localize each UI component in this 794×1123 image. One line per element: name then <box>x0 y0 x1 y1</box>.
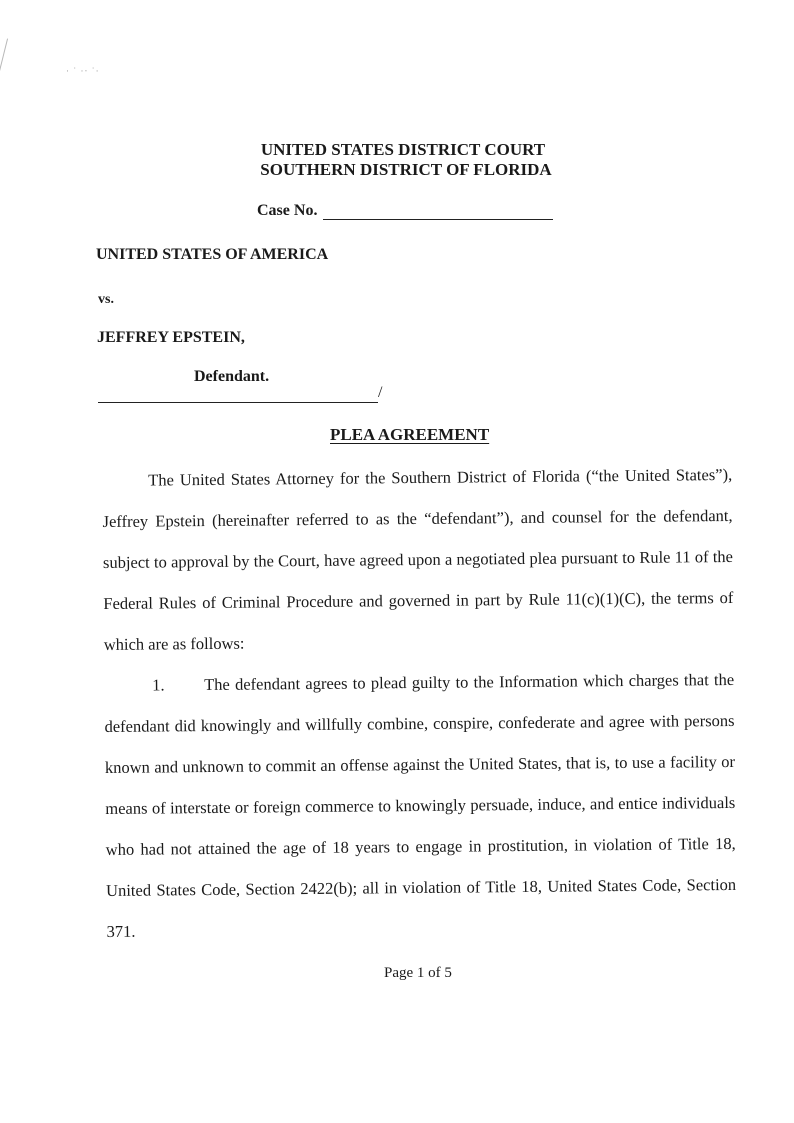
defendant-role: Defendant. <box>194 368 270 385</box>
caption-slash: / <box>378 384 383 401</box>
court-district: SOUTHERN DISTRICT OF FLORIDA <box>260 160 552 179</box>
court-heading <box>0 140 794 180</box>
scan-speck: · ˙ ·‧ ˙· <box>66 66 100 76</box>
intro-text: The United States Attorney for the Southern District of Florida (“the United States”), Jeffrey Epstein (hereinafter referred to as the “defendant”), and counsel for the defendant, subject to approval by the Court, have agreed upon a negotiated plea pursuant to Rule 11 of the Federal Rules of Criminal Procedure and governed in part by Rule 11(c)(1)(C), the terms of which are as follows: <box>102 464 734 654</box>
case-number-blank <box>323 205 553 220</box>
document-body <box>102 454 737 952</box>
plaintiff-name: UNITED STATES OF AMERICA <box>96 246 329 263</box>
defendant-name: JEFFREY EPSTEIN, <box>97 329 245 346</box>
paragraph-1-number: 1. <box>152 675 165 695</box>
document-title: PLEA AGREEMENT <box>330 425 490 444</box>
versus-label: vs. <box>98 292 114 307</box>
scan-edge-mark <box>0 39 8 80</box>
case-number <box>257 202 553 220</box>
caption-rule <box>98 402 378 403</box>
court-name: UNITED STATES DISTRICT COURT <box>260 140 546 159</box>
page-footer: Page 1 of 5 <box>384 965 452 981</box>
paragraph-1 <box>104 659 737 952</box>
case-number-label: Case No. <box>257 202 318 219</box>
intro-paragraph <box>102 454 734 665</box>
paragraph-1-text: The defendant agrees to plead guilty to the Information which charges that the defendant did knowingly and willfully combine, conspire, confederate and agree with persons known and unknown to commit an offense against the United States, that is, to use a facility or means of interstate or foreign commerce to knowingly persuade, induce, and entice individuals who had not attained the age of 18 years to engage in prostitution, in violation of Title 18, United States Code, Section 2422(b); all in violation of Title 18, United States Code, Section 371. <box>104 669 737 941</box>
